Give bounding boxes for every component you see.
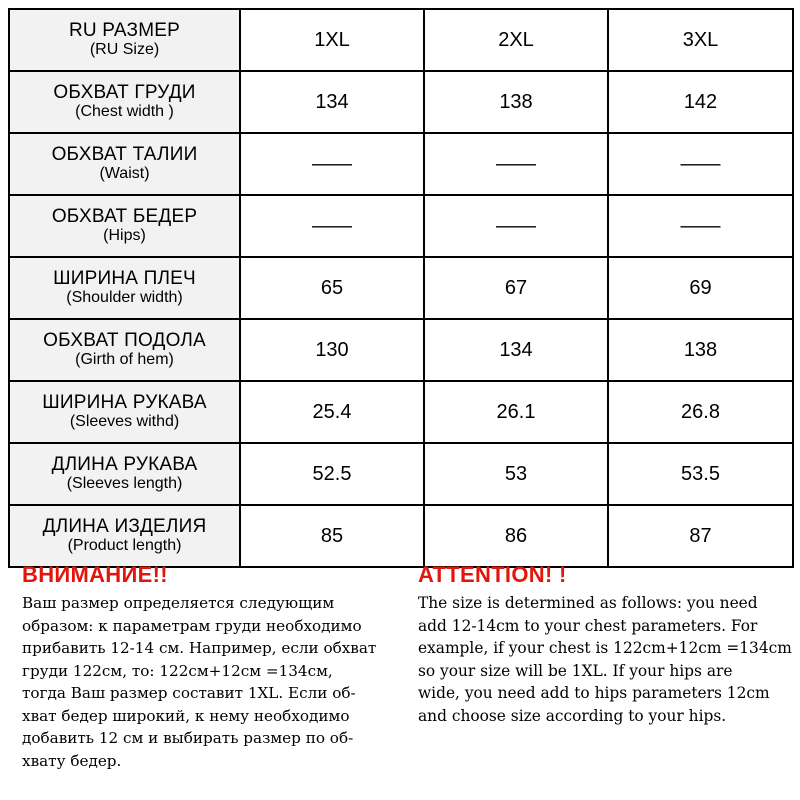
row-label-sub: (RU Size)	[89, 41, 160, 58]
value-cell	[608, 443, 793, 505]
notice-line: тогда Ваш размер составит 1XL. Если об-	[22, 684, 356, 702]
value-cell	[608, 133, 793, 195]
measurement-value: ——	[496, 214, 536, 237]
measurement-value: 87	[689, 524, 712, 547]
measurement-value: 130	[315, 338, 349, 361]
value-cell	[424, 319, 608, 381]
measurement-value: ——	[680, 214, 721, 237]
notice-line: добавить 12 см и выбирать размер по об-	[22, 729, 354, 747]
notice-russian	[22, 562, 402, 772]
notice-body	[22, 592, 402, 772]
measurement-value: 86	[504, 524, 528, 547]
row-label-main: ОБХВАТ БЕДЕР	[51, 206, 198, 227]
row-label-cell	[9, 195, 240, 257]
size-header-cell	[424, 9, 608, 71]
value-cell	[240, 71, 424, 133]
row-label-main: ОБХВАТ ГРУДИ	[53, 82, 196, 103]
measurement-value: 52.5	[312, 462, 352, 485]
row-label-sub: (Product length)	[67, 537, 182, 554]
notice-line: хват бедер широкий, к нему необходимо	[22, 706, 350, 725]
measurement-value: 53.5	[681, 462, 720, 485]
notice-line: The size is determined as follows: you need	[418, 594, 758, 612]
notice-line: add 12-14cm to your chest parameters. For	[418, 616, 758, 635]
value-cell	[424, 71, 608, 133]
value-cell	[608, 71, 793, 133]
value-cell	[240, 133, 424, 195]
row-label-main: ШИРИНА РУКАВА	[42, 392, 207, 413]
measurement-value: 134	[315, 90, 349, 113]
notice-line: wide, you need add to hips parameters 12cm	[418, 684, 770, 703]
value-cell	[424, 381, 608, 443]
measurement-value: 134	[499, 338, 533, 361]
row-label-cell	[9, 443, 240, 505]
row-label-cell	[9, 71, 240, 133]
row-label-cell	[9, 9, 240, 71]
row-label-sub: (Sleeves withd)	[69, 413, 180, 430]
notice-title: ATTENTION! !	[418, 562, 567, 587]
row-label-sub: (Waist)	[99, 165, 150, 182]
table-row	[9, 133, 793, 195]
table-row	[9, 257, 793, 319]
measurement-value: ——	[496, 152, 536, 175]
size-header-cell	[608, 9, 793, 71]
row-label-main: ДЛИНА ИЗДЕЛИЯ	[42, 516, 207, 537]
measurement-value: ——	[312, 214, 352, 237]
row-label-sub: (Hips)	[103, 227, 146, 244]
measurement-value: 65	[320, 276, 344, 299]
measurement-value: ——	[312, 152, 352, 175]
table-row	[9, 505, 793, 567]
row-label-sub: (Sleeves length)	[66, 475, 183, 492]
notice-line: образом: к параметрам груди необходимо	[22, 616, 362, 635]
measurement-value: 53	[504, 462, 528, 485]
value-cell	[240, 319, 424, 381]
value-cell	[240, 257, 424, 319]
measurement-value: 26.8	[681, 400, 720, 423]
measurement-value: 69	[689, 276, 712, 299]
size-chart-table	[8, 8, 794, 568]
notice-line: прибавить 12-14 см. Например, если обхват	[22, 639, 377, 657]
size-header-label: 2XL	[498, 28, 534, 51]
value-cell	[608, 319, 793, 381]
table-row	[9, 195, 793, 257]
row-label-cell	[9, 133, 240, 195]
measurement-value: 138	[499, 90, 533, 113]
notice-english	[418, 562, 798, 728]
row-label-cell	[9, 319, 240, 381]
row-label-main: ДЛИНА РУКАВА	[51, 454, 198, 475]
value-cell	[424, 505, 608, 567]
size-header-cell	[240, 9, 424, 71]
row-label-cell	[9, 381, 240, 443]
row-label-sub: (Shoulder width)	[66, 289, 183, 306]
value-cell	[424, 443, 608, 505]
value-cell	[608, 257, 793, 319]
measurement-value: 26.1	[496, 400, 536, 423]
row-label-cell	[9, 505, 240, 567]
table-row	[9, 319, 793, 381]
value-cell	[240, 381, 424, 443]
notice-line: so your size will be 1XL. If your hips are	[418, 661, 733, 680]
row-label-sub: (Chest width )	[75, 103, 174, 120]
table-row	[9, 443, 793, 505]
size-header-label: 1XL	[314, 28, 350, 51]
measurement-value: ——	[680, 152, 721, 175]
value-cell	[424, 195, 608, 257]
notice-line: example, if your chest is 122cm+12cm =134cm	[418, 639, 792, 658]
notice-title: ВНИМАНИЕ!!	[22, 562, 168, 587]
row-label-cell	[9, 257, 240, 319]
value-cell	[608, 195, 793, 257]
notice-line: and choose size according to your hips.	[418, 706, 727, 725]
table-header-row	[9, 9, 793, 71]
value-cell	[608, 381, 793, 443]
measurement-value: 67	[504, 276, 528, 299]
notice-body	[418, 592, 798, 728]
table-row	[9, 71, 793, 133]
value-cell	[240, 443, 424, 505]
row-label-main: ОБХВАТ ПОДОЛА	[43, 330, 206, 351]
measurement-value: 85	[320, 524, 344, 547]
notice-line: Ваш размер определяется следующим	[22, 594, 335, 612]
measurement-value: 25.4	[312, 400, 352, 423]
value-cell	[424, 133, 608, 195]
measurement-value: 142	[683, 90, 718, 113]
size-header-label: 3XL	[682, 28, 719, 51]
value-cell	[424, 257, 608, 319]
value-cell	[240, 505, 424, 567]
value-cell	[240, 195, 424, 257]
row-label-main: RU РАЗМЕР	[68, 20, 181, 41]
notice-line: хвату бедер.	[22, 751, 122, 770]
table-row	[9, 381, 793, 443]
row-label-main: ШИРИНА ПЛЕЧ	[53, 268, 196, 289]
row-label-main: ОБХВАТ ТАЛИИ	[51, 144, 198, 165]
measurement-value: 138	[683, 338, 718, 361]
notice-line: груди 122см, то: 122см+12см =134см,	[22, 661, 333, 680]
row-label-sub: (Girth of hem)	[75, 351, 174, 368]
value-cell	[608, 505, 793, 567]
